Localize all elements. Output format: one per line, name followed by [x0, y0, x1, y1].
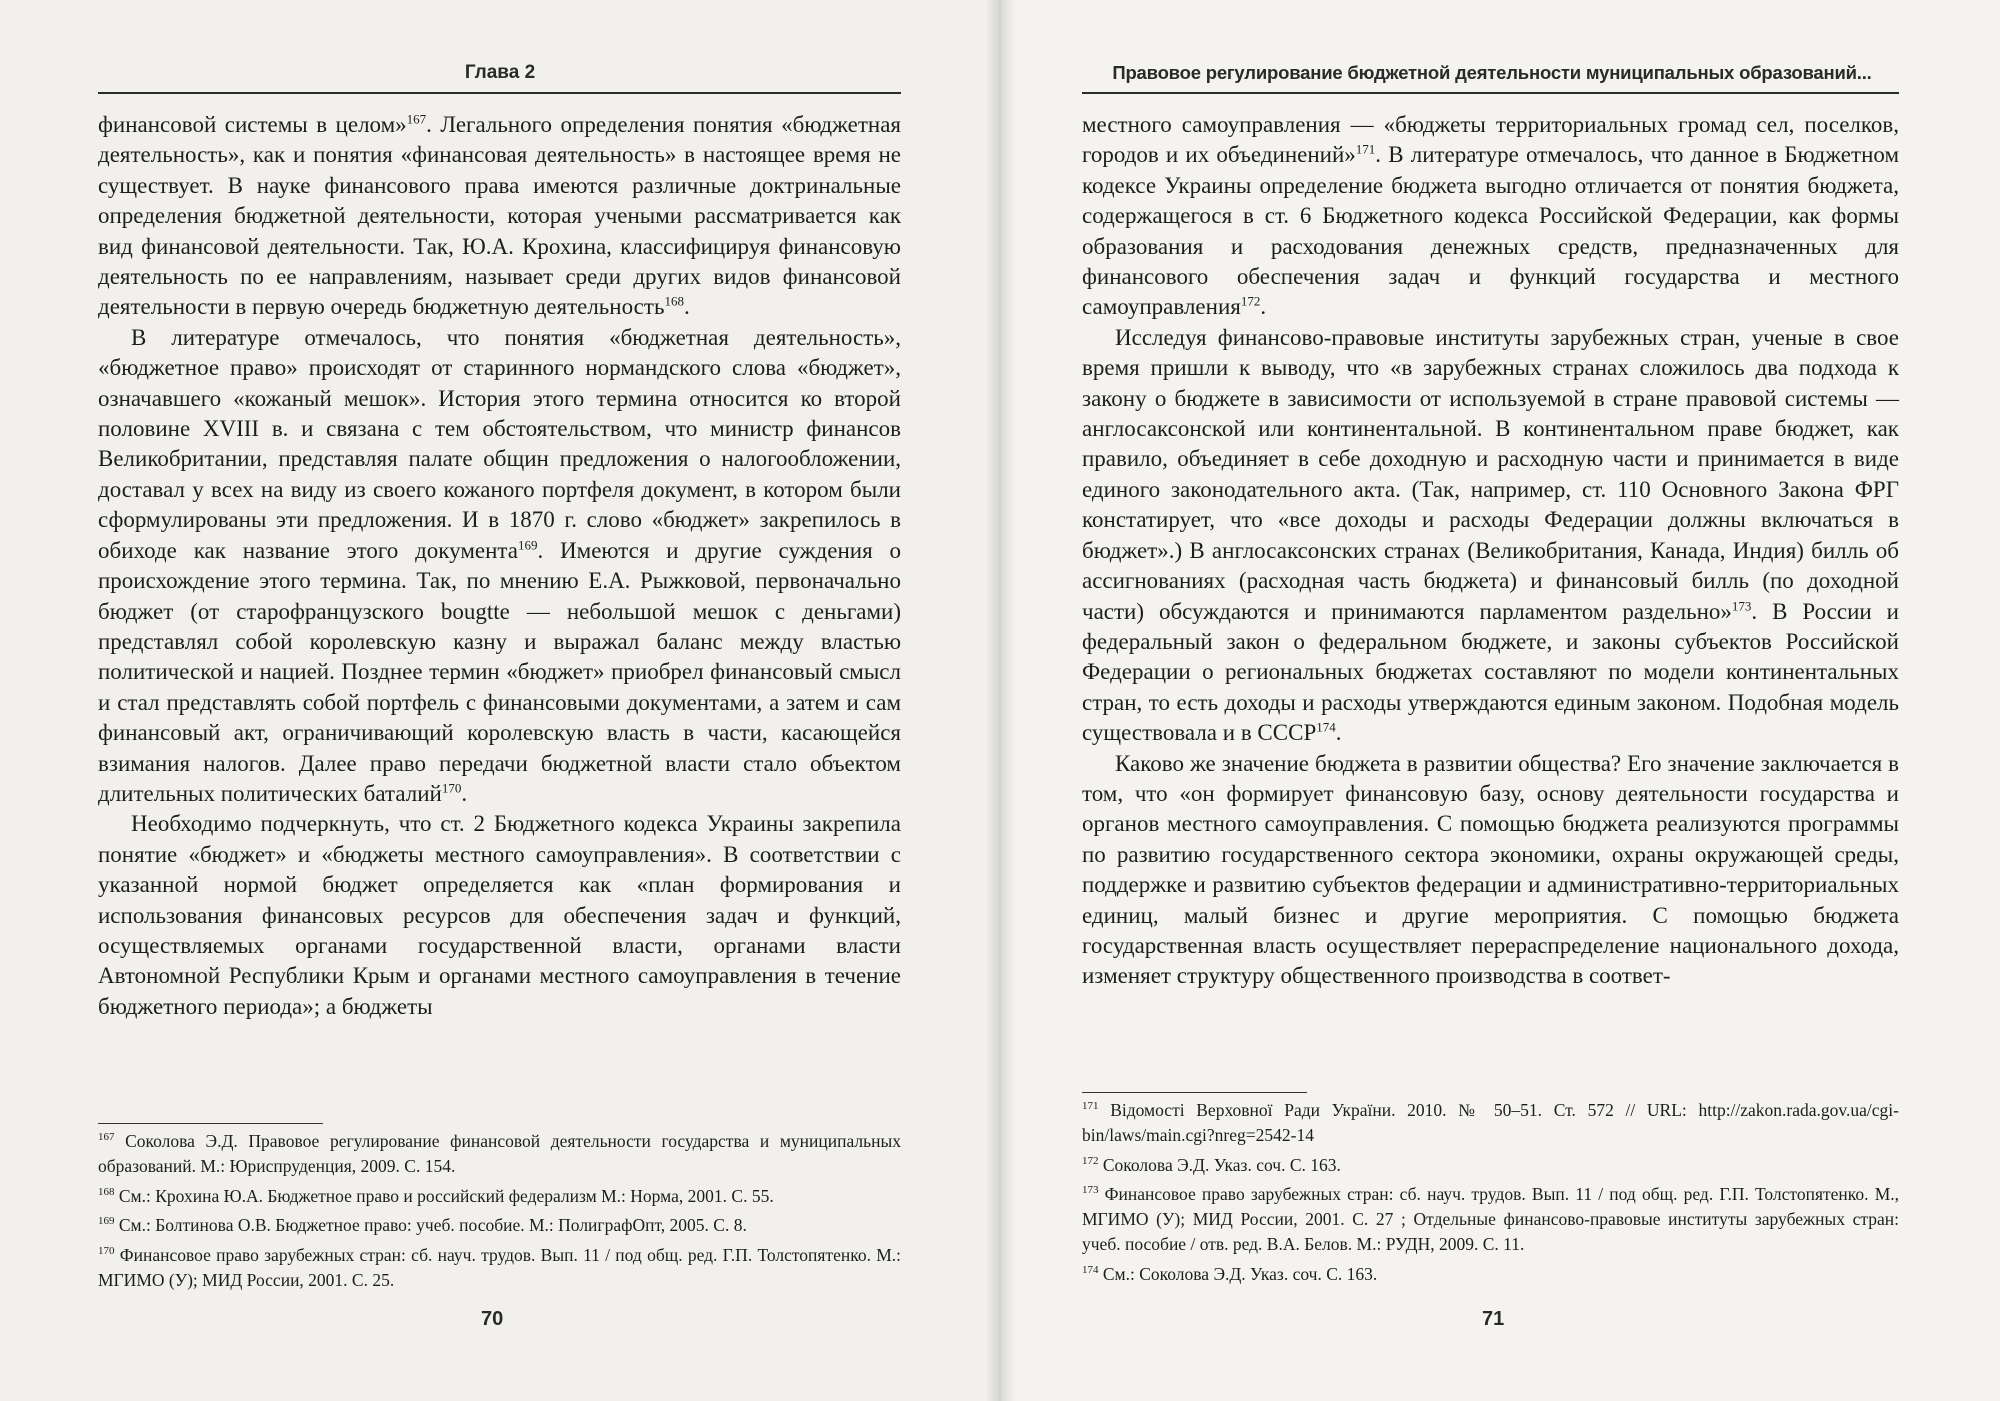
- footnote: $^{167}$ Соколова Э.Д. Правовое регулирование финансовой деятельности государства и муниципальных образований. М.: Юриспруденция, 2009. С. 154.: [98, 1131, 901, 1176]
- paragraph: финансовой системы в целом»$^{167}$. Легального определения понятия «бюджетная деятельность», как и понятия «финансовая деятельность» в настоящее время не существует. В науке финансового права имеются различные доктринальные определения бюджетной деятельности, которая учеными рассматривается как вид финансовой деятельности. Так, Ю.А. Крохина, классифицируя финансовую деятельность по ее направлениям, называет среди других видов финансовой деятельности в первую очередь бюджетную деятельность$^{168}$.: [98, 111, 901, 320]
- running-head-title: Правовое регулирование бюджетной деятельности муниципальных образований...: [1112, 62, 1872, 83]
- footnote: $^{173}$ Финансовое право зарубежных стран: сб. науч. трудов. Вып. 11 / под общ. ред. Г.П. Толстопятенко. М., МГИМО (У); МИД России, 2001. С. 27 ; Отдельные финансово-правовые институты зарубежных стран: учеб. пособие / отв. ред. В.А. Белов. М.: РУДН, 2009. С. 11.: [1082, 1184, 1900, 1254]
- footnote: $^{169}$ См.: Болтинова О.В. Бюджетное право: учеб. пособие. М.: ПолиграфОпт, 2005. С. 8.: [98, 1215, 747, 1236]
- footnote-ref: 169: [517, 537, 538, 553]
- footnote-ref: 173: [1731, 597, 1752, 613]
- footnote: $^{174}$ См.: Соколова Э.Д. Указ. соч. С. 163.: [1082, 1263, 1378, 1284]
- paragraph: местного самоуправления — «бюджеты территориальных громад сел, поселков, городов и их объединений»$^{171}$. В литературе отмечалось, что данное в Бюджетном кодексе Украины определение бюджета выгодно отличается от понятия бюджета, содержащегося в ст. 6 Бюджетного кодекса Российской Федерации, как формы образования и расходования денежных средств, предназначенных для финансового обеспечения задач и функций государства и местного самоуправления$^{172}$.: [1082, 112, 1899, 320]
- footnotes: [98, 1129, 901, 1298]
- footnote-ref: 172: [1240, 293, 1261, 309]
- book-gutter: [985, 0, 1015, 1401]
- main-text: [98, 110, 901, 1022]
- footnote-ref: 174: [1316, 719, 1336, 735]
- header-rule: [98, 92, 901, 94]
- page-number: 70: [481, 1308, 504, 1330]
- right-page: [1000, 0, 2000, 1401]
- page-number: 71: [1482, 1308, 1505, 1330]
- footnote: $^{171}$ Відомості Верховної Ради України. 2010. № 50–51. Ст. 572 // URL: http://zakon.rada.gov.ua/cgi-bin/laws/main.cgi?nreg=2542-14: [1082, 1100, 1899, 1145]
- paragraph: В литературе отмечалось, что понятия «бюджетная деятельность», «бюджетное право» происходят от старинного нормандского слова «бюджет», означавшего «кожаный мешок». История этого термина относится ко второй половине XVIII в. и связана с тем обстоятельством, что министр финансов Великобритании, представляя палате общин предложения о налогообложении, доставал у всех на виду из своего кожаного портфеля документ, в котором были сформулированы эти предложения. И в 1870 г. слово «бюджет» закрепилось в обиходе как название этого документа$^{169}$. Имеются и другие суждения о происхождение этого термина. Так, по мнению Е.А. Рыжковой, первоначально бюджет (от старофранцузского bougtte — небольшой мешок с деньгами) представлял собой королевскую казну и выражал баланс между властью политической и нацией. Позднее термин «бюджет» приобрел финансовый смысл и стал представлять собой портфель с финансовыми документами, а затем и сам финансовый акт, ограничивающий королевскую власть в части, касающейся взимания налогов. Далее право передачи бюджетной власти стало объектом длительных политических баталий$^{170}$.: [98, 324, 901, 806]
- footnote: $^{168}$ См.: Крохина Ю.А. Бюджетное право и российский федерализм М.: Норма, 2001. С. 55.: [98, 1185, 774, 1206]
- footnote-rule: [1082, 1092, 1307, 1093]
- paragraph: Необходимо подчеркнуть, что ст. 2 Бюджетного кодекса Украины закрепила понятие «бюджет» и «бюджеты местного самоуправления». В соответствии с указанной нормой бюджет определяется как «план формирования и использования финансовых ресурсов для обеспечения задач и функций, осуществляемых органами государственной власти, органами власти Автономной Республики Крым и органами местного самоуправления в течение бюджетного периода»; а бюджеты: [98, 811, 901, 1019]
- footnote-ref: 168: [664, 293, 684, 309]
- footnotes: [1082, 1098, 1899, 1292]
- footnote-rule: [98, 1123, 323, 1124]
- footnote: $^{172}$ Соколова Э.Д. Указ. соч. С. 163.: [1082, 1154, 1341, 1175]
- footnote-ref: 170: [441, 780, 462, 796]
- header-rule: [1082, 92, 1899, 94]
- footnote-ref: 171: [1355, 141, 1376, 157]
- paragraph: Исследуя финансово-правовые институты зарубежных стран, ученые в свое время пришли к выводу, что «в зарубежных странах сложилось два подхода к закону о бюджете в зависимости от используемой в стране правовой системы — англосаксонской или континентальной. В континентальном праве бюджет, как правило, объединяет в себе доходную и расходную части и принимается в виде единого законодательного акта. (Так, например, ст. 110 Основного Закона ФРГ констатирует, что «все доходы и расходы Федерации должны включаться в бюджет».) В англосаксонских странах (Великобритания, Канада, Индия) билль об ассигнованиях (расходная часть бюджета) и финансовый билль (по доходной части) обсуждаются и принимаются парламентом раздельно»$^{173}$. В России и федеральный закон о федеральном бюджете, и законы субъектов Российской Федерации о региональных бюджетах составляют по модели континентальных стран, то есть доходы и расходы утверждаются единым законом. Подобная модель существовала и в СССР$^{174}$.: [1082, 324, 1899, 746]
- main-text: [1082, 110, 1899, 992]
- footnote: $^{170}$ Финансовое право зарубежных стран: сб. науч. трудов. Вып. 11 / под общ. ред. Г.П. Толстопятенко. М.: МГИМО (У); МИД России, 2001. С. 25.: [98, 1245, 901, 1290]
- footnote-ref: 167: [406, 111, 427, 127]
- paragraph: Каково же значение бюджета в развитии общества? Его значение заключается в том, что «он формирует финансовую базу, основу деятельности государства и органов местного самоуправления. С помощью бюджета реализуются программы по развитию государственного сектора экономики, охраны окружающей среды, поддержке и развитию субъектов федерации и административно-территориальных единиц, малый бизнес и другие мероприятия. С помощью бюджета государственная власть осуществляет перераспределение национального дохода, изменяет структуру общественного производства в соответ-: [1082, 750, 1899, 989]
- running-head-chapter: Глава 2: [464, 62, 536, 83]
